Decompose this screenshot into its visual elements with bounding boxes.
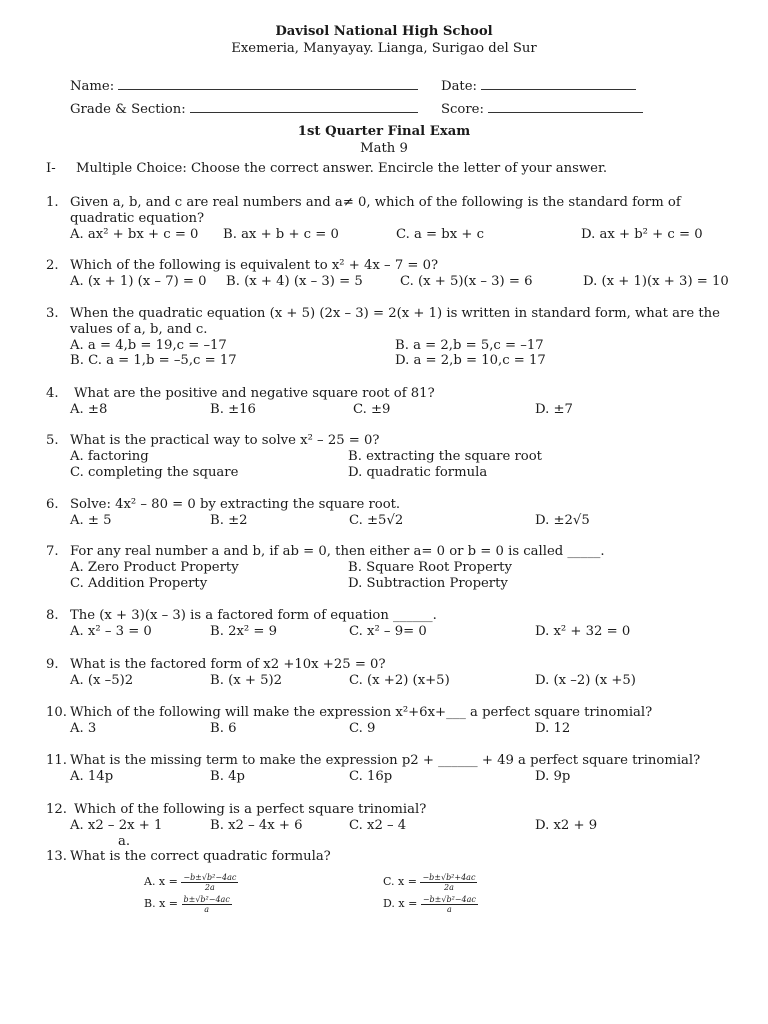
q9-choice-d: D. (x –2) (x +5) (535, 673, 636, 688)
q11-choice-a: A. 14p (70, 769, 114, 784)
q12-choice-c: C. x2 – 4 (349, 818, 407, 833)
q7-choice-b: B. Square Root Property (348, 560, 512, 575)
q13-choice-d-label: D. x = (383, 897, 418, 910)
q10-choice-b: B. 6 (210, 721, 237, 736)
q2-choice-b: B. (x + 4) (x – 3) = 5 (226, 274, 363, 289)
q2-choice-c: C. (x + 5)(x – 3) = 6 (400, 274, 533, 289)
q1-number: 1. (46, 195, 59, 210)
grade-section-label: Grade & Section: (70, 102, 186, 117)
q13-choice-a-label: A. x = (144, 875, 178, 888)
date-label: Date: (441, 79, 477, 94)
grade-section-blank (190, 100, 418, 113)
q3-number: 3. (46, 306, 59, 321)
q1-choice-a: A. ax² + bx + c = 0 (70, 227, 199, 242)
q4-choice-b: B. ±16 (210, 402, 256, 417)
q1-question-cont: quadratic equation? (70, 211, 205, 226)
q13-choice-c-numerator: −b±√b²+4ac (422, 872, 476, 882)
q4-choice-a: A. ±8 (70, 402, 108, 417)
q4-number: 4. (46, 386, 59, 401)
q13-choice-c-fraction (420, 873, 477, 892)
q13-choice-b-fraction (182, 895, 232, 914)
q7-choice-a: A. Zero Product Property (70, 560, 239, 575)
q9-choice-c: C. (x +2) (x+5) (349, 673, 450, 688)
q4-question: What are the positive and negative square root of 81? (74, 386, 435, 401)
q13-choice-d-fraction (421, 895, 478, 914)
q13-choice-a-fraction (181, 873, 238, 892)
school-address: Exemeria, Manyayay. Lianga, Surigao del Sur (231, 41, 537, 56)
q13-choice-d-numerator: −b±√b²−4ac (422, 894, 476, 904)
q9-choice-a: A. (x –5)2 (70, 673, 134, 688)
q13-question: What is the correct quadratic formula? (70, 849, 331, 864)
q13-choice-b-numerator: b±√b²−4ac (183, 894, 230, 904)
q13-choice-d-denominator: a (446, 904, 452, 914)
section-number: I- (46, 161, 56, 176)
q3-choice-d: D. a = 2,b = 10,c = 17 (395, 353, 546, 368)
q13-choice-a-numerator: −b±√b²−4ac (183, 872, 237, 882)
q1-choice-d: D. ax + b² + c = 0 (581, 227, 703, 242)
q13-choice-c-denominator: 2a (444, 882, 454, 892)
q3-choice-c: B. C. a = 1,b = –5,c = 17 (70, 353, 237, 368)
q13-choice-c (383, 871, 477, 893)
q3-question: When the quadratic equation (x + 5) (2x – 3) = 2(x + 1) is written in standard form, what are the (70, 306, 720, 321)
q3-choice-b: B. a = 2,b = 5,c = –17 (395, 338, 544, 353)
q5-choice-c: C. completing the square (70, 465, 239, 480)
q9-question: What is the factored form of x2 +10x +25 = 0? (70, 657, 386, 672)
q2-choice-a: A. (x + 1) (x – 7) = 0 (70, 274, 207, 289)
q8-question: The (x + 3)(x – 3) is a factored form of equation ______. (70, 608, 437, 623)
section-instruction: Multiple Choice: Choose the correct answer. Encircle the letter of your answer. (76, 161, 608, 176)
q11-choice-d: D. 9p (535, 769, 571, 784)
score-label: Score: (441, 102, 484, 117)
q9-choice-b: B. (x + 5)2 (210, 673, 283, 688)
q10-choice-a: A. 3 (70, 721, 97, 736)
q12-number: 12. (46, 802, 67, 817)
q11-choice-b: B. 4p (210, 769, 245, 784)
name-blank (118, 77, 418, 90)
q13-number: 13. (46, 849, 67, 864)
q13-choice-b (144, 893, 232, 915)
q8-number: 8. (46, 608, 59, 623)
q6-question: Solve: 4x² – 80 = 0 by extracting the square root. (70, 497, 401, 512)
q8-choice-a: A. x² – 3 = 0 (70, 624, 152, 639)
q5-question: What is the practical way to solve x² – 25 = 0? (70, 433, 380, 448)
q9-number: 9. (46, 657, 59, 672)
q12-stray-letter: a. (118, 834, 131, 849)
q12-choice-d: D. x2 + 9 (535, 818, 598, 833)
q13-choice-c-label: C. x = (383, 875, 417, 888)
date-blank (481, 77, 636, 90)
score-field (441, 100, 643, 118)
subject: Math 9 (360, 141, 408, 156)
q2-question: Which of the following is equivalent to x² + 4x – 7 = 0? (70, 258, 439, 273)
q13-choice-b-label: B. x = (144, 897, 178, 910)
q8-choice-d: D. x² + 32 = 0 (535, 624, 631, 639)
q1-choice-c: C. a = bx + c (396, 227, 484, 242)
name-label: Name: (70, 79, 115, 94)
q8-choice-b: B. 2x² = 9 (210, 624, 278, 639)
q10-number: 10. (46, 705, 67, 720)
q4-choice-d: D. ±7 (535, 402, 573, 417)
school-name: Davisol National High School (275, 24, 493, 39)
q2-choice-d: D. (x + 1)(x + 3) = 10 (583, 274, 729, 289)
q13-choice-b-denominator: a (204, 904, 210, 914)
q10-choice-d: D. 12 (535, 721, 571, 736)
q13-choice-a (144, 871, 238, 893)
exam-title: 1st Quarter Final Exam (297, 124, 471, 139)
q4-choice-c: C. ±9 (353, 402, 391, 417)
q1-question: Given a, b, and c are real numbers and a≠ 0, which of the following is the standard form of (70, 195, 681, 210)
q13-choice-a-denominator: 2a (204, 882, 215, 892)
q6-number: 6. (46, 497, 59, 512)
q5-choice-b: B. extracting the square root (348, 449, 542, 464)
q7-choice-d: D. Subtraction Property (348, 576, 508, 591)
q12-choice-a: A. x2 – 2x + 1 (70, 818, 163, 833)
q8-choice-c: C. x² – 9= 0 (349, 624, 427, 639)
q7-question: For any real number a and b, if ab = 0, then either a= 0 or b = 0 is called _____. (70, 544, 605, 559)
q2-number: 2. (46, 258, 59, 273)
q13-choice-d (383, 893, 478, 915)
q12-question: Which of the following is a perfect square trinomial? (74, 802, 427, 817)
q11-question: What is the missing term to make the expression p2 + ______ + 49 a perfect square trinomial? (70, 753, 701, 768)
q3-choice-a: A. a = 4,b = 19,c = –17 (70, 338, 227, 353)
q5-number: 5. (46, 433, 59, 448)
q6-choice-d: D. ±2√5 (535, 513, 590, 528)
q10-choice-c: C. 9 (349, 721, 376, 736)
q11-choice-c: C. 16p (349, 769, 393, 784)
score-blank (488, 100, 643, 113)
q5-choice-a: A. factoring (70, 449, 149, 464)
grade-section-field (70, 100, 418, 118)
q7-number: 7. (46, 544, 59, 559)
q6-choice-a: A. ± 5 (70, 513, 112, 528)
q6-choice-b: B. ±2 (210, 513, 248, 528)
q11-number: 11. (46, 753, 67, 768)
q10-question: Which of the following will make the expression x²+6x+___ a perfect square trinomial? (70, 705, 653, 720)
q5-choice-d: D. quadratic formula (348, 465, 488, 480)
name-field (70, 77, 418, 95)
q12-choice-b: B. x2 – 4x + 6 (210, 818, 303, 833)
q1-choice-b: B. ax + b + c = 0 (223, 227, 339, 242)
q7-choice-c: C. Addition Property (70, 576, 208, 591)
q6-choice-c: C. ±5√2 (349, 513, 404, 528)
q3-question-cont: values of a, b, and c. (70, 322, 208, 337)
date-field (441, 77, 636, 95)
